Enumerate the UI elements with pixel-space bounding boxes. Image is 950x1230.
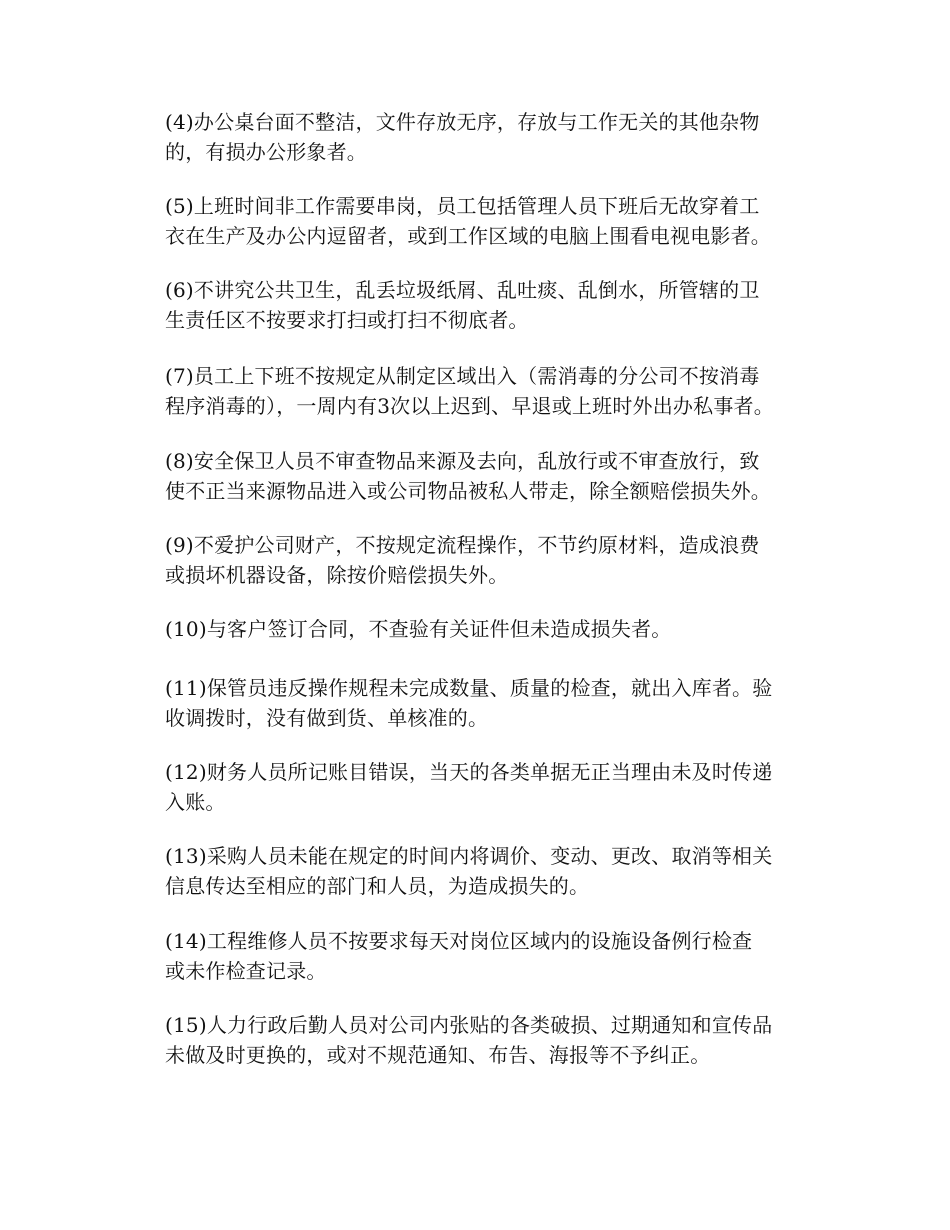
text-line: (5)上班时间非工作需要串岗，员工包括管理人员下班后无故穿着工 [165, 194, 760, 218]
text-line: 的，有损办公形象者。 [165, 140, 367, 164]
text-line: 生责任区不按要求打扫或打扫不彻底者。 [165, 308, 529, 332]
text-line: (11)保管员违反操作规程未完成数量、质量的检查，就出入库者。验 [165, 676, 773, 700]
text-line: 程序消毒的），一周内有3次以上迟到、早退或上班时外出办私事者。 [165, 394, 774, 418]
text-line: (6)不讲究公共卫生，乱丢垃圾纸屑、乱吐痰、乱倒水，所管辖的卫 [165, 278, 760, 302]
text-line: (12)财务人员所记账目错误，当天的各类单据无正当理由未及时传递 [165, 760, 773, 784]
rule-item-11 [165, 673, 825, 733]
text-line: (9)不爱护公司财产，不按规定流程操作，不节约原材料，造成浪费 [165, 533, 760, 557]
text-line: 未做及时更换的，或对不规范通知、布告、海报等不予纠正。 [165, 1043, 711, 1067]
text-line: (14)工程维修人员不按要求每天对岗位区域内的设施设备例行检查 [165, 929, 753, 953]
text-line: (8)安全保卫人员不审查物品来源及去向，乱放行或不审查放行，致 [165, 449, 760, 473]
rule-item-8 [165, 446, 825, 506]
rule-item-6 [165, 275, 825, 335]
rule-item-4 [165, 107, 825, 167]
rule-item-5 [165, 191, 825, 251]
text-line: (7)员工上下班不按规定从制定区域出入（需消毒的分公司不按消毒 [165, 364, 760, 388]
rule-item-7 [165, 361, 825, 421]
rule-item-13 [165, 841, 825, 901]
text-line: 入账。 [165, 790, 226, 814]
text-line: 衣在生产及办公内逗留者，或到工作区域的电脑上围看电视电影者。 [165, 224, 771, 248]
rule-item-10 [165, 614, 825, 644]
rule-item-14 [165, 926, 825, 986]
text-line: (10)与客户签订合同，不查验有关证件但未造成损失者。 [165, 617, 672, 641]
rule-item-15 [165, 1010, 825, 1070]
text-line: 信息传达至相应的部门和人员，为造成损失的。 [165, 874, 590, 898]
text-line: (13)采购人员未能在规定的时间内将调价、变动、更改、取消等相关 [165, 844, 773, 868]
text-line: 收调拨时，没有做到货、单核准的。 [165, 706, 489, 730]
text-line: (15)人力行政后勤人员对公司内张贴的各类破损、过期通知和宣传品 [165, 1013, 773, 1037]
text-line: 或损坏机器设备，除按价赔偿损失外。 [165, 563, 509, 587]
text-line: 或未作检查记录。 [165, 959, 327, 983]
rule-item-12 [165, 757, 825, 817]
rule-item-9 [165, 530, 825, 590]
text-line: 使不正当来源物品进入或公司物品被私人带走，除全额赔偿损失外。 [165, 479, 771, 503]
text-line: (4)办公桌台面不整洁，文件存放无序，存放与工作无关的其他杂物 [165, 110, 760, 134]
